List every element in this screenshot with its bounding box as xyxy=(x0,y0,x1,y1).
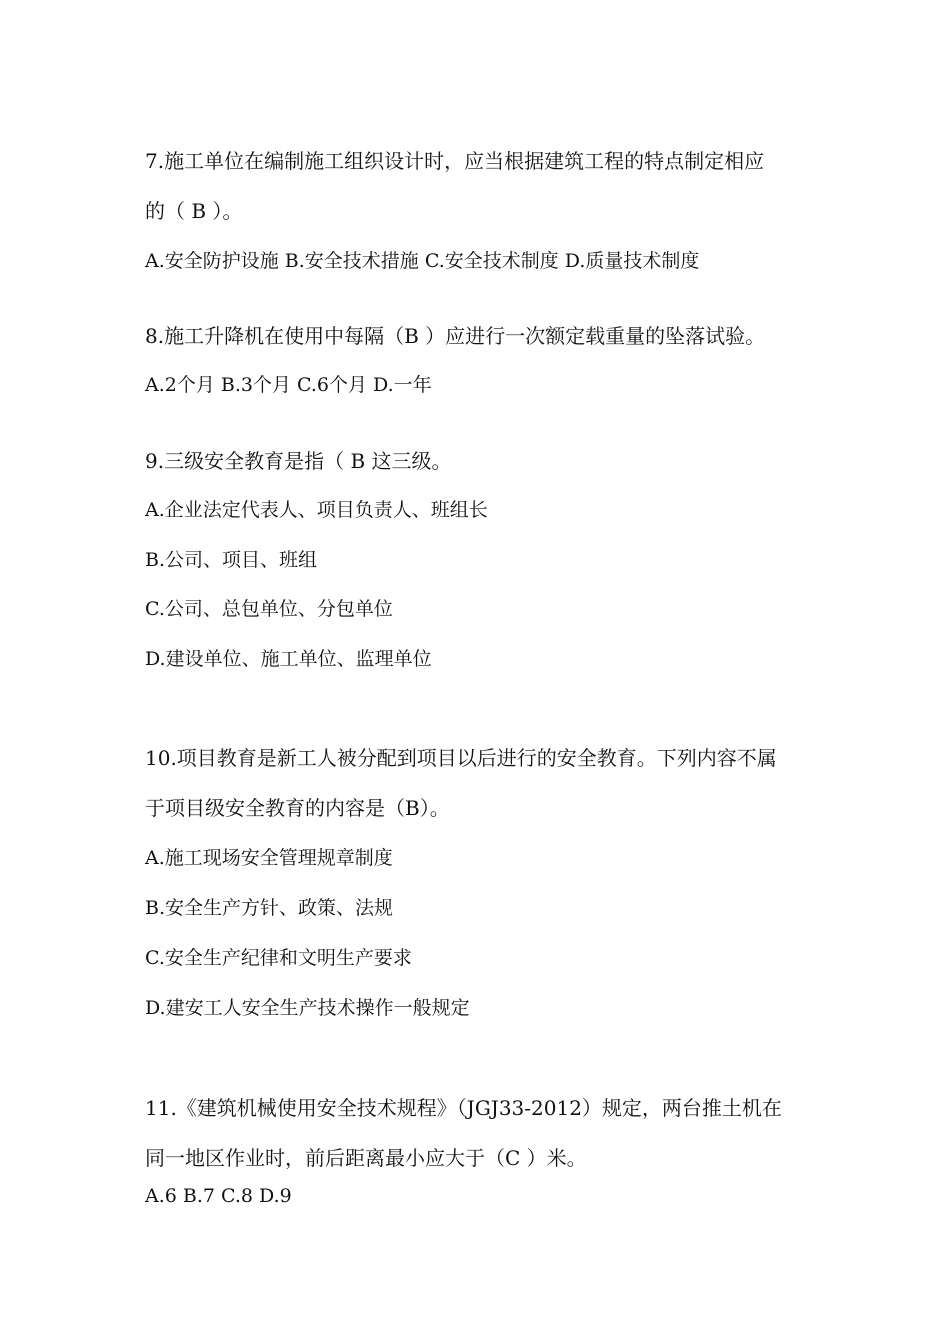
question-10-stem-line-1: 10.项目教育是新工人被分配到项目以后进行的安全教育。下列内容不属 xyxy=(145,746,777,770)
question-9-stem: 9.三级安全教育是指（ B 这三级。 xyxy=(145,449,452,473)
question-7-stem-line-1: 7.施工单位在编制施工组织设计时，应当根据建筑工程的特点制定相应 xyxy=(145,149,765,173)
question-9-option-a: A.企业法定代表人、项目负责人、班组长 xyxy=(145,499,488,521)
question-9-option-c: C.公司、总包单位、分包单位 xyxy=(145,598,393,620)
question-9-option-d: D.建设单位、施工单位、监理单位 xyxy=(145,648,432,670)
question-11-stem-line-2: 同一地区作业时，前后距离最小应大于（C ）米。 xyxy=(145,1146,587,1170)
question-11-stem-line-1: 11.《建筑机械使用安全技术规程》（JGJ33-2012）规定，两台推土机在 xyxy=(145,1096,782,1120)
question-10-option-b: B.安全生产方针、政策、法规 xyxy=(145,897,394,919)
question-9-option-b: B.公司、项目、班组 xyxy=(145,549,318,571)
question-8-options: A.2个月 B.3个月 C.6个月 D.一年 xyxy=(145,374,432,396)
question-10-stem-line-2: 于项目级安全教育的内容是（B）。 xyxy=(145,796,450,820)
question-7-options: A.安全防护设施 B.安全技术措施 C.安全技术制度 D.质量技术制度 xyxy=(145,250,700,272)
question-8-stem: 8.施工升降机在使用中每隔（B ）应进行一次额定载重量的坠落试验。 xyxy=(145,324,766,348)
question-11-options: A.6 B.7 C.8 D.9 xyxy=(145,1185,292,1207)
question-10-option-a: A.施工现场安全管理规章制度 xyxy=(145,847,393,869)
question-10-option-d: D.建安工人安全生产技术操作一般规定 xyxy=(145,997,470,1019)
question-10-option-c: C.安全生产纪律和文明生产要求 xyxy=(145,947,412,969)
question-7-stem-line-2: 的（ B ）。 xyxy=(145,199,243,223)
